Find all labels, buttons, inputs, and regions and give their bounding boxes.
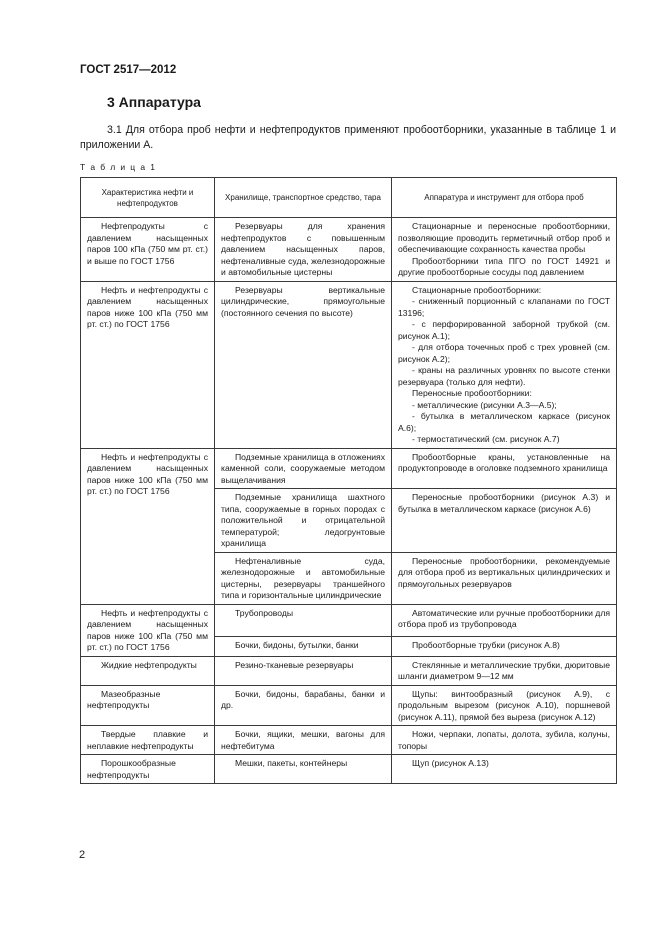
cell-storage bbox=[215, 489, 392, 553]
cell-storage bbox=[215, 636, 392, 656]
cell-characteristic bbox=[81, 448, 215, 604]
cell-equipment bbox=[392, 755, 617, 784]
equipment-line: Пробоотборные трубки (рисунок А.8) bbox=[412, 639, 560, 650]
storage-text: Подземные хранилища шахтного типа, сооружаемые в горных породах с положительной и отрицательной температурой; ледогрунтовые хранилища bbox=[221, 492, 385, 548]
cell-equipment bbox=[392, 726, 617, 755]
equipment-line: Переносные пробоотборники, рекомендуемые для отбора проб из вертикальных цилиндрических и прямоугольных резервуаров bbox=[398, 555, 610, 589]
section-title: 3 Аппаратура bbox=[107, 94, 201, 110]
cell-storage bbox=[215, 448, 392, 489]
cell-storage bbox=[215, 685, 392, 726]
cell-storage bbox=[215, 281, 392, 448]
cell-characteristic bbox=[81, 656, 215, 685]
characteristic-text: Нефть и нефтепродукты с давлением насыщенных паров ниже 100 кПа (750 мм рт. ст.) по ГОСТ 1756 bbox=[87, 607, 208, 652]
characteristic-text: Нефтепродукты с давлением насыщенных паров 100 кПа (750 мм рт. ст.) и выше по ГОСТ 1756 bbox=[87, 221, 208, 266]
characteristic-text: Жидкие нефтепродукты bbox=[101, 659, 197, 670]
storage-text: Трубопроводы bbox=[235, 607, 294, 618]
table-row bbox=[81, 604, 617, 636]
storage-text: Бочки, бидоны, барабаны, банки и др. bbox=[221, 688, 385, 710]
equipment-line: - краны на различных уровнях по высоте стенки резервуара (только для нефти). bbox=[398, 365, 610, 387]
cell-equipment bbox=[392, 604, 617, 636]
cell-characteristic bbox=[81, 726, 215, 755]
equipment-line: Автоматические или ручные пробоотборники для отбора проб из трубопровода bbox=[398, 607, 610, 629]
characteristic-text: Нефть и нефтепродукты с давлением насыщенных паров ниже 100 кПа (750 мм рт. ст.) по ГОСТ 1756 bbox=[87, 451, 208, 496]
cell-equipment bbox=[392, 636, 617, 656]
storage-text: Нефтеналивные суда, железнодорожные и автомобильные цистерны, резервуары траншейного типа и горизонтальные цилиндрические bbox=[221, 555, 385, 600]
table-header-row bbox=[81, 178, 617, 218]
equipment-line: Стационарные пробоотборники: bbox=[412, 284, 542, 295]
table-row bbox=[81, 726, 617, 755]
storage-text: Бочки, бидоны, бутылки, банки bbox=[235, 639, 359, 650]
equipment-line: Ножи, черпаки, лопаты, долота, зубила, колуны, топоры bbox=[398, 729, 610, 751]
cell-characteristic bbox=[81, 218, 215, 282]
cell-equipment bbox=[392, 448, 617, 489]
table-row bbox=[81, 281, 617, 448]
equipment-line: Пробоотборники типа ПГО по ГОСТ 14921 и другие пробоотборные сосуды под давлением bbox=[398, 255, 610, 277]
cell-storage bbox=[215, 656, 392, 685]
equipment-line: - термостатический (см. рисунок А.7) bbox=[412, 434, 560, 444]
equipment-line: - металлические (рисунки А.3—А.5); bbox=[412, 399, 557, 410]
cell-characteristic bbox=[81, 755, 215, 784]
storage-text: Мешки, пакеты, контейнеры bbox=[235, 758, 348, 768]
cell-equipment bbox=[392, 281, 617, 448]
cell-characteristic bbox=[81, 281, 215, 448]
storage-text: Резервуары для хранения нефтепродуктов с повышенным давлением насыщенных паров, нефтеналивные суда, железнодорожные и автомобильные цистерны bbox=[221, 221, 385, 277]
characteristic-text: Порошкообразные нефтепродукты bbox=[87, 758, 176, 780]
equipment-line: - для отбора точечных проб с трех уровней (см. рисунок А.2); bbox=[398, 342, 610, 364]
equipment-line: Переносные пробоотборники: bbox=[412, 388, 532, 398]
cell-storage bbox=[215, 552, 392, 604]
cell-storage bbox=[215, 218, 392, 282]
table-body bbox=[81, 218, 617, 784]
characteristic-text: Твердые плавкие и неплавкие нефтепродукты bbox=[87, 729, 208, 751]
equipment-line: Стационарные и переносные пробоотборники, позволяющие проводить герметичный отбор проб и обеспечивающие сохранность качества пробы bbox=[398, 221, 610, 254]
cell-storage bbox=[215, 604, 392, 636]
cell-equipment bbox=[392, 685, 617, 726]
table-row bbox=[81, 448, 617, 489]
cell-storage bbox=[215, 755, 392, 784]
column-header-storage: Хранилище, транспортное средство, тара bbox=[215, 178, 392, 218]
document-header: ГОСТ 2517—2012 bbox=[80, 64, 177, 76]
equipment-line: - сниженный порционный с клапанами по ГОСТ 13196; bbox=[398, 296, 610, 318]
table-row bbox=[81, 218, 617, 282]
storage-text: Подземные хранилища в отложениях каменной соли, сооружаемые методом выщелачивания bbox=[221, 451, 385, 485]
equipment-line: Переносные пробоотборники (рисунок А.3) и бутылка в металлическом каркасе (рисунок А.6) bbox=[398, 492, 610, 514]
cell-equipment bbox=[392, 218, 617, 282]
table-row bbox=[81, 656, 617, 685]
equipment-table bbox=[80, 177, 617, 784]
storage-text: Резино-тканевые резервуары bbox=[235, 659, 354, 670]
cell-storage bbox=[215, 726, 392, 755]
table-caption: Т а б л и ц а 1 bbox=[80, 162, 157, 172]
cell-equipment bbox=[392, 489, 617, 553]
equipment-line: - бутылка в металлическом каркасе (рисунок А.6); bbox=[398, 411, 610, 433]
storage-text: Бочки, ящики, мешки, вагоны для нефтебитума bbox=[221, 729, 385, 751]
cell-equipment bbox=[392, 656, 617, 685]
characteristic-text: Мазеобразные нефтепродукты bbox=[87, 688, 161, 710]
storage-text: Резервуары вертикальные цилиндрические, прямоугольные (постоянного сечения по высоте) bbox=[221, 284, 385, 318]
column-header-characteristic: Характеристика нефти и нефтепродуктов bbox=[81, 178, 215, 218]
cell-equipment bbox=[392, 552, 617, 604]
cell-characteristic bbox=[81, 685, 215, 726]
column-header-equipment: Аппаратура и инструмент для отбора проб bbox=[392, 178, 617, 218]
cell-characteristic bbox=[81, 604, 215, 656]
table-row bbox=[81, 685, 617, 726]
equipment-line: Щупы: винтообразный (рисунок А.9), с продольным вырезом (рисунок А.10), поршневой (рисунок А.11), прямой без выреза (рисунок А.12) bbox=[398, 688, 610, 722]
table-row bbox=[81, 755, 617, 784]
equipment-line: Стеклянные и металлические трубки, дюритовые шланги диаметром 9—12 мм bbox=[398, 659, 610, 681]
intro-paragraph: 3.1 Для отбора проб нефти и нефтепродуктов применяют пробоотборники, указанные в таблице 1 и приложении А. bbox=[80, 124, 616, 151]
equipment-line: Пробоотборные краны, установленные на продуктопроводе в оголовке подземного хранилища bbox=[398, 451, 610, 473]
equipment-line: - с перфорированной заборной трубкой (см. рисунок А.1); bbox=[398, 319, 610, 341]
equipment-line: Щуп (рисунок А.13) bbox=[412, 758, 489, 768]
page-number: 2 bbox=[79, 849, 86, 861]
characteristic-text: Нефть и нефтепродукты с давлением насыщенных паров ниже 100 кПа (750 мм рт. ст.) по ГОСТ 1756 bbox=[87, 284, 208, 329]
